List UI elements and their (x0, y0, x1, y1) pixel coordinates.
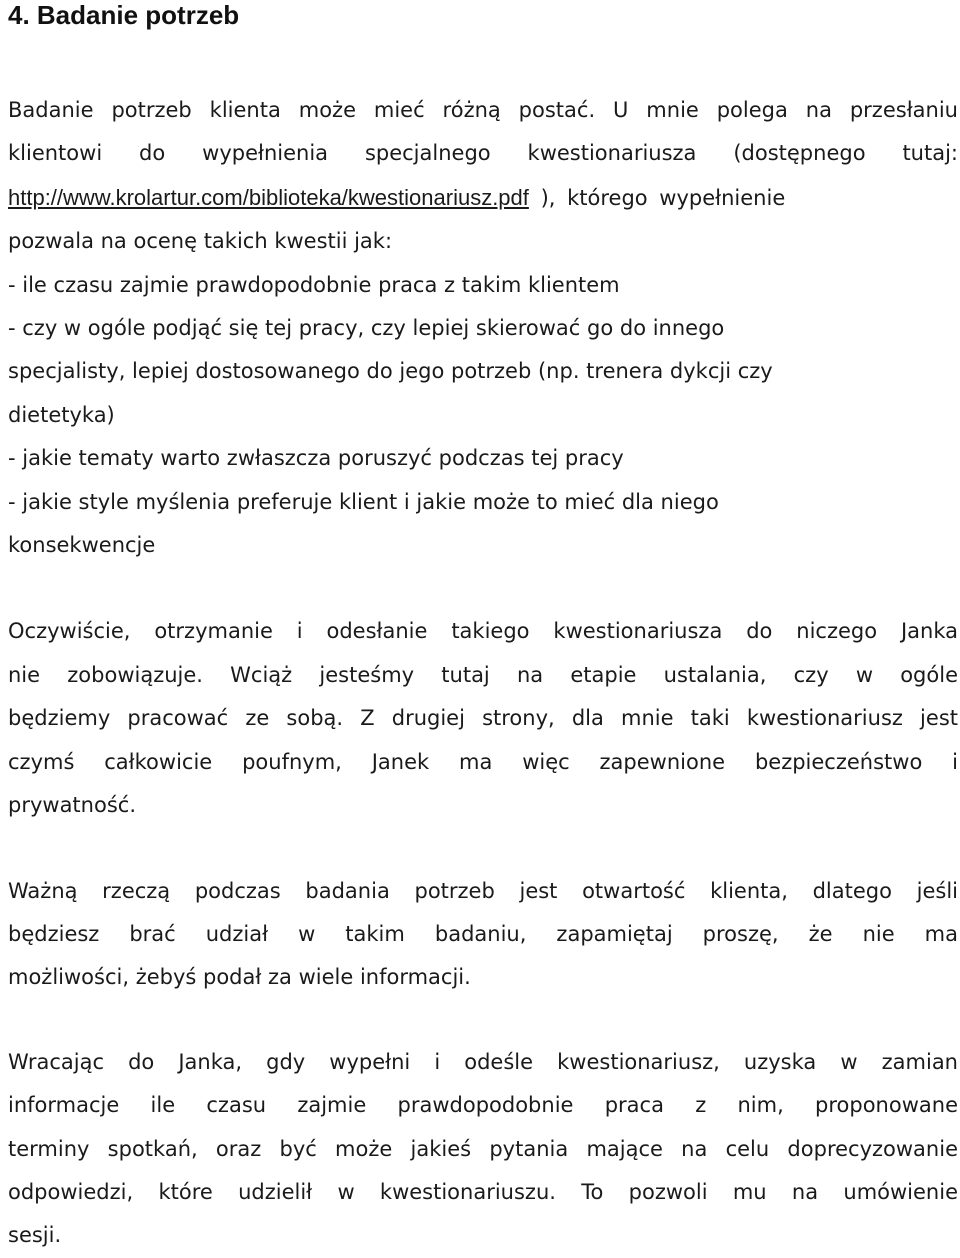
paragraph-line: czymś całkowicie poufnym, Janek ma więc zapewnione bezpieczeństwo i (8, 749, 958, 774)
paragraph-line (8, 176, 958, 220)
paragraph-line: terminy spotkań, oraz być może jakieś pytania mające na celu doprecyzowanie (8, 1136, 958, 1161)
paragraph-line: informacje ile czasu zajmie prawdopodobnie praca z nim, proponowane (8, 1093, 958, 1118)
paragraph-line: konsekwencje (8, 533, 156, 558)
paragraph-line: pozwala na ocenę takich kwestii jak: (8, 229, 393, 254)
paragraph-line: Badanie potrzeb klienta może mieć różną postać. U mnie polega na przesłaniu (8, 98, 958, 122)
list-item: - jakie tematy warto zwłaszcza poruszyć podczas tej pracy (8, 446, 624, 471)
document-page (8, 0, 958, 1258)
paragraph-line: nie zobowiązuje. Wciąż jesteśmy tutaj na etapie ustalania, czy w ogóle (8, 662, 958, 687)
paragraph-line-rest: ), którego wypełnienie (528, 185, 786, 210)
paragraph-obligation (8, 610, 958, 827)
paragraph-line: dietetyka) (8, 402, 115, 427)
list-item: - ile czasu zajmie prawdopodobnie praca z takim klientem (8, 272, 620, 297)
paragraph-line: będziemy pracować ze sobą. Z drugiej strony, dla mnie taki kwestionariusz jest (8, 706, 958, 731)
paragraph-line: Wracając do Janka, gdy wypełni i odeśle kwestionariusz, uzyska w zamian (8, 1049, 958, 1074)
paragraph-line: Oczywiście, otrzymanie i odesłanie takiego kwestionariusza do niczego Janka (8, 619, 958, 644)
paragraph-line: możliwości, żebyś podał za wiele informacji. (8, 965, 471, 990)
list-item: - jakie style myślenia preferuje klient i jakie może to mieć dla niego (8, 489, 719, 514)
paragraph-line: Ważną rzeczą podczas badania potrzeb jest otwartość klienta, dlatego jeśli (8, 878, 958, 903)
paragraph-line: specjalisty, lepiej dostosowanego do jego potrzeb (np. trenera dykcji czy (8, 359, 773, 384)
paragraph-line: sesji. (8, 1223, 62, 1248)
paragraph-openness (8, 870, 958, 1000)
list-item: - czy w ogóle podjąć się tej pracy, czy lepiej skierować go do innego (8, 316, 725, 341)
section-heading: 4. Badanie potrzeb (8, 0, 240, 30)
paragraph-line: prywatność. (8, 793, 136, 818)
paragraph-line: odpowiedzi, które udzielił w kwestionariuszu. To pozwoli mu na umówienie (8, 1179, 958, 1204)
paragraph-followup (8, 1041, 958, 1258)
paragraph-line: będziesz brać udział w takim badaniu, zapamiętaj proszę, że nie ma (8, 921, 958, 946)
paragraph-line: klientowi do wypełnienia specjalnego kwestionariusza (dostępnego tutaj: (8, 141, 958, 166)
paragraph-intro (8, 89, 958, 567)
questionnaire-link[interactable]: http://www.krolartur.com/biblioteka/kwestionariusz.pdf (8, 184, 529, 210)
